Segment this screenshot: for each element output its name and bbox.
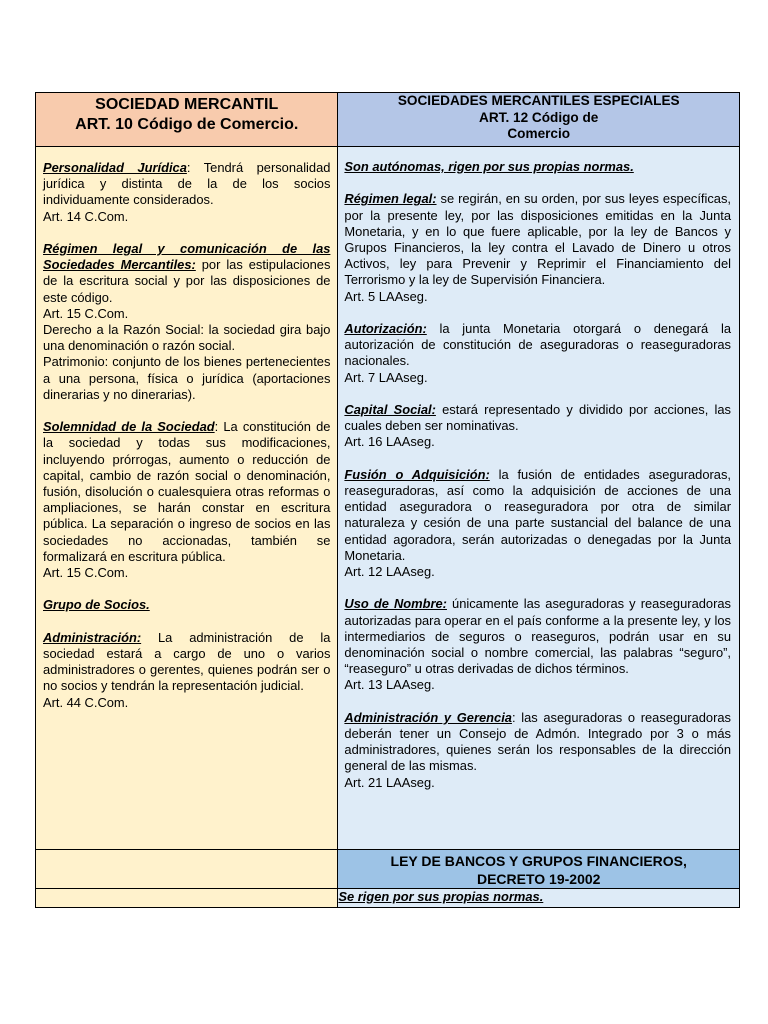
- section-3: [344, 402, 731, 451]
- section-text: La administración de la sociedad estará a cargo de uno o varios administradores o gerentes, quienes podrán ser o no socios y tendrán la representación judicial.: [43, 629, 331, 694]
- right-header: [338, 93, 740, 147]
- section-label: Administración y Gerencia: [344, 709, 512, 725]
- banks-header-row: [36, 850, 740, 889]
- banks-header: [338, 850, 740, 889]
- right-body: [338, 147, 740, 850]
- section-5: [43, 630, 330, 711]
- section-1: [344, 191, 731, 304]
- section-text: por las estipulaciones de la escritura social y por las disposiciones de este código.: [43, 257, 331, 305]
- section-4: [43, 597, 330, 613]
- section-separator: :: [214, 419, 219, 435]
- section-extra-line: Derecho a la Razón Social: la sociedad gira bajo una denominación o razón social.: [43, 322, 331, 354]
- section-separator: :: [511, 709, 516, 725]
- right-sections-wrap: [338, 147, 739, 791]
- banks-left-empty: [36, 850, 338, 889]
- section-text: las aseguradoras o reaseguradoras deberán tener un Consejo de Admón. Integrado por 3 o más administradores, quienes serán los responsables de la dirección general de las mismas.: [344, 709, 732, 774]
- section-reference: Art. 15 C.Com.: [43, 565, 129, 581]
- section-reference: Art. 5 LAAseg.: [344, 288, 428, 304]
- banks-body: [338, 889, 740, 908]
- section-separator: :: [186, 160, 191, 175]
- section-label: Grupo de Socios.: [43, 597, 150, 613]
- section-4: [344, 467, 731, 580]
- section-label: Personalidad Jurídica: [43, 160, 187, 175]
- section-text: la junta Monetaria otorgará o denegará la autorización de constitución de aseguradoras o reaseguradoras nacionales.: [344, 321, 731, 369]
- right-title-line1: SOCIEDADES MERCANTILES ESPECIALES: [397, 93, 680, 108]
- section-text: estará representado y dividido por acciones, las cuales deben ser nominativas.: [344, 402, 732, 434]
- section-label: Capital Social:: [344, 402, 436, 417]
- section-label: Solemnidad de la Sociedad: [43, 419, 215, 435]
- section-reference: Art. 7 LAAseg.: [344, 369, 428, 385]
- banks-left-empty-body: [36, 889, 338, 908]
- section-1: [43, 160, 330, 225]
- section-2: [344, 321, 731, 386]
- section-label: Fusión o Adquisición:: [344, 466, 490, 482]
- section-text: La constitución de la sociedad y todas sus modificaciones, incluyendo prórrogas, aumento o reducción de capital, cambio de razón social o denominación, fusión, disolución o cualesquiera otras reformas o ampliaciones, se harán constar en escritura pública. La separación o ingreso de socios en las sociedades no accionadas, también se formalizará en escritura pública.: [43, 419, 331, 564]
- right-sections: [344, 191, 731, 790]
- right-title-line2: ART. 12 Código de: [479, 109, 599, 125]
- section-extra-line: Patrimonio: conjunto de los bienes pertenecientes a una persona, física o jurídica (aportaciones dinerarias y no dinerarias).: [43, 354, 331, 402]
- section-text: la fusión de entidades aseguradoras, reaseguradoras, así como la adquisición de acciones de una entidad aseguradora o reaseguradora por otra de similar naturaleza y cesión de una parte sustancial del balance de una entidad agoradora, serán autorizadas o denegadas por la Junta Monetaria.: [344, 466, 731, 563]
- section-label: Uso de Nombre:: [344, 596, 447, 612]
- section-label: Autorización:: [344, 321, 427, 336]
- section-label: Administración:: [43, 629, 142, 645]
- left-body: [36, 147, 338, 850]
- section-reference: Art. 16 LAAseg.: [344, 434, 435, 450]
- banks-title-line1: LEY DE BANCOS Y GRUPOS FINANCIEROS,: [390, 853, 687, 869]
- section-reference: Art. 44 C.Com.: [43, 694, 129, 710]
- section-text: Tendrá personalidad jurídica y distinta de la de los socios individuamente considerados.: [43, 160, 331, 208]
- section-label: Régimen legal y comunicación de las Sociedades Mercantiles:: [43, 241, 331, 273]
- section-3: [43, 419, 330, 581]
- comparison-table: [35, 92, 740, 908]
- section-reference: Art. 13 LAAseg.: [344, 677, 435, 693]
- left-sections: [36, 147, 337, 711]
- banks-body-row: [36, 889, 740, 908]
- section-label: Régimen legal:: [344, 191, 437, 207]
- section-6: [344, 710, 731, 791]
- section-text: únicamente las aseguradoras y reaseguradoras autorizadas para operar en el país conforme a la presente ley, y los intermediarios de seguros o reaseguros, podrán usar en su denominación social o nombre comercial, las palabras “seguro”, “reaseguro” u otras derivadas de dichos términos.: [344, 596, 731, 677]
- section-reference: Art. 21 LAAseg.: [344, 774, 435, 790]
- banks-title-line2: DECRETO 19-2002: [476, 871, 601, 887]
- header-row: [36, 93, 740, 147]
- right-title-line3: Comercio: [507, 126, 571, 141]
- body-row: [36, 147, 740, 850]
- left-title-line2: ART. 10 Código de Comercio.: [75, 115, 299, 133]
- left-header: [36, 93, 338, 147]
- section-5: [344, 596, 731, 693]
- section-reference: Art. 12 LAAseg.: [344, 564, 435, 580]
- section-2: [43, 241, 330, 403]
- section-text: se regirán, en su orden, por sus leyes específicas, por la presente ley, por las disposiciones emitidas en la Junta Monetaria, y en lo que fuere aplicable, por la ley de Bancos y Grupos Financieros, la ley contra el Lavado de Dinero u otros Activos, ley para Prevenir y Reprimir el Financiamiento del Terrorismo y la ley de Supervisión Financiera.: [344, 191, 731, 288]
- section-reference: Art. 14 C.Com.: [43, 208, 129, 224]
- section-reference: Art. 15 C.Com.: [43, 305, 129, 321]
- banks-intro: Se rigen por sus propias normas.: [338, 889, 544, 904]
- left-title-line1: SOCIEDAD MERCANTIL: [95, 96, 279, 113]
- right-intro: Son autónomas, rigen por sus propias normas.: [344, 159, 634, 174]
